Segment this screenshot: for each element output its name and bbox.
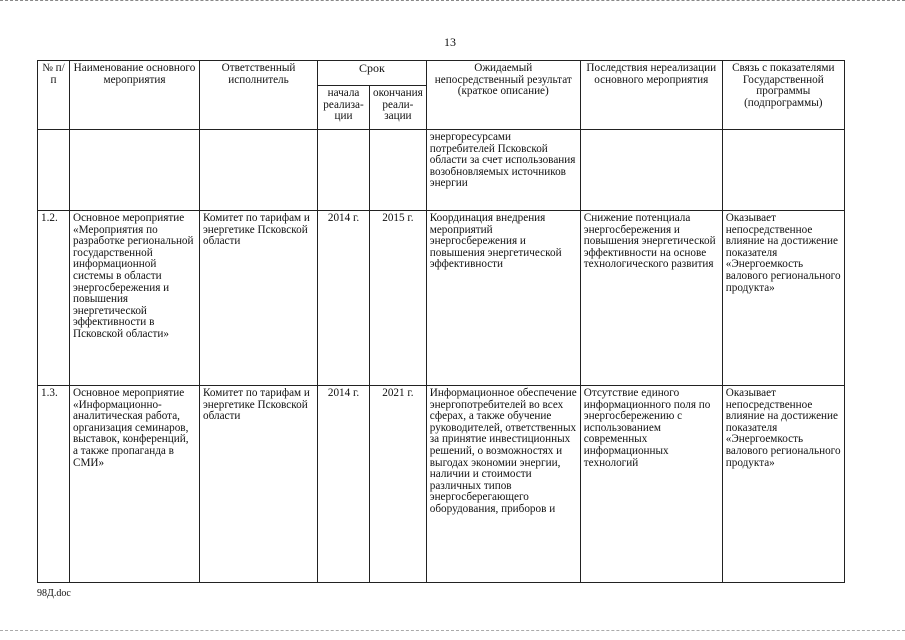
- header-term: Срок: [318, 61, 427, 86]
- row-name: [70, 130, 200, 211]
- table-row: [38, 386, 845, 583]
- table-row: [38, 130, 845, 211]
- header-row-1: [38, 61, 845, 86]
- row-result: Координация внедрения мероприятий энергосбережения и повышения энергетической эффективности: [426, 211, 580, 386]
- document-footer: 98Д.doc: [37, 588, 71, 599]
- header-executor: Ответственный исполнитель: [200, 61, 318, 130]
- row-name: Основное мероприятие «Информационно-аналитическая работа, организация семинаров, выставок, конференций, а также пропаганда в СМИ»: [70, 386, 200, 583]
- row-link: [722, 130, 844, 211]
- row-end: [370, 130, 427, 211]
- row-start: 2014 г.: [318, 386, 370, 583]
- header-end: окончания реали-зации: [370, 86, 427, 130]
- header-start: начала реализа-ции: [318, 86, 370, 130]
- row-consequences: Отсутствие единого информационного поля по энергосбережению с использованием современных информационных технологий: [580, 386, 722, 583]
- row-consequences: [580, 130, 722, 211]
- header-result: Ожидаемый непосредственный результат (краткое описание): [426, 61, 580, 130]
- row-end: 2021 г.: [370, 386, 427, 583]
- row-consequences: Снижение потенциала энергосбережения и повышения энергетической эффективности на основе технологического развития: [580, 211, 722, 386]
- page-number: 13: [444, 35, 456, 49]
- row-num: [38, 130, 70, 211]
- row-end: 2015 г.: [370, 211, 427, 386]
- row-result: Информационное обеспечение энергопотребителей во всех сферах, а также обучение руководителей, ответственных за принятие инвестиционных решений, о возможностях и выгодах экономии энергии, наличии и стоимости различных типов энергосберегающего оборудования, приборов и: [426, 386, 580, 583]
- table-row: [38, 211, 845, 386]
- row-link: Оказывает непосредственное влияние на достижение показателя «Энергоемкость валового регионального продукта»: [722, 211, 844, 386]
- row-link: Оказывает непосредственное влияние на достижение показателя «Энергоемкость валового регионального продукта»: [722, 386, 844, 583]
- row-name: Основное мероприятие «Мероприятия по разработке региональной государственной информационной системы в области энергосбережения и повышения энергетической эффективности в Псковской области»: [70, 211, 200, 386]
- row-executor: [200, 130, 318, 211]
- header-consequences: Последствия нереализации основного мероприятия: [580, 61, 722, 130]
- row-result: энергоресурсами потребителей Псковской области за счет использования возобновляемых источников энергии: [426, 130, 580, 211]
- measures-table: [37, 60, 845, 583]
- row-num: 1.2.: [38, 211, 70, 386]
- row-executor: Комитет по тарифам и энергетике Псковской области: [200, 211, 318, 386]
- row-num: 1.3.: [38, 386, 70, 583]
- scan-top-edge: [0, 0, 905, 4]
- header-name: Наименование основного мероприятия: [70, 61, 200, 130]
- header-num: № п/п: [38, 61, 70, 130]
- scan-bottom-edge: [0, 630, 905, 633]
- header-link: Связь с показателями Государственной программы (подпрограммы): [722, 61, 844, 130]
- row-executor: Комитет по тарифам и энергетике Псковской области: [200, 386, 318, 583]
- row-start: [318, 130, 370, 211]
- row-start: 2014 г.: [318, 211, 370, 386]
